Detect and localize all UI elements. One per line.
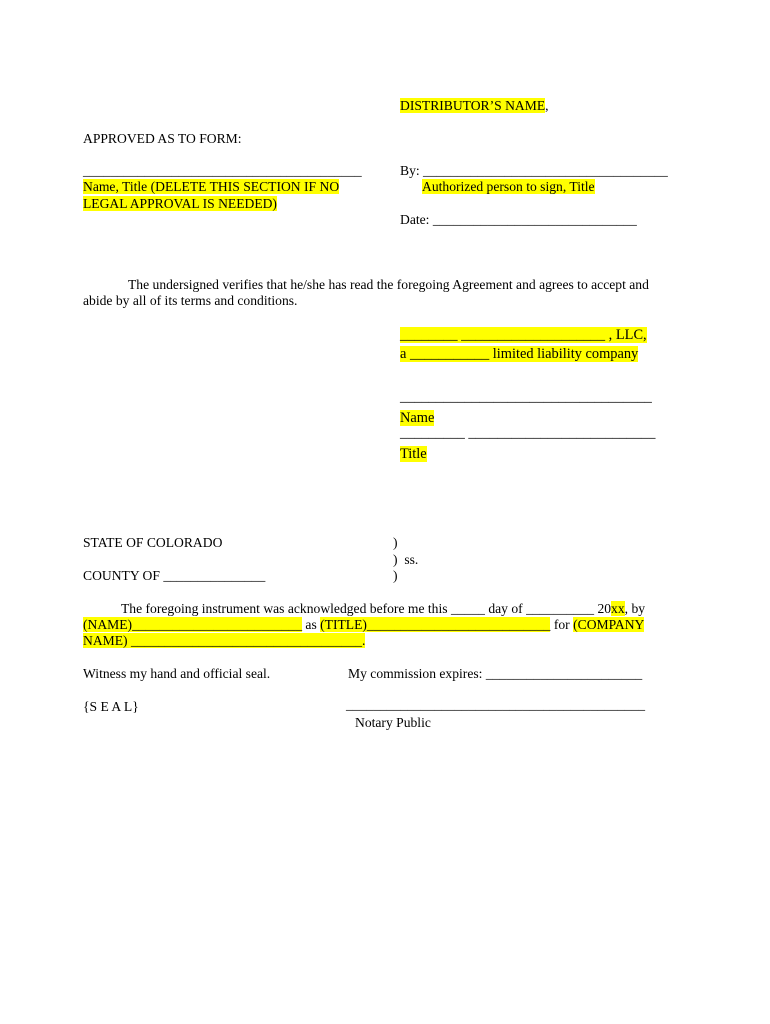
llc-type-highlight	[400, 346, 638, 362]
approval-caption-text-1: Name, Title (DELETE THIS SECTION IF NO	[83, 179, 340, 194]
date-label: Date:	[400, 212, 433, 227]
distributor-by-line	[400, 163, 668, 179]
date-blank: ______________________________	[432, 212, 637, 227]
signer-name-label: Name	[400, 410, 435, 426]
ack-company-field-start: (COMPANY	[573, 617, 645, 632]
verification-paragraph-line-2: abide by all of its terms and conditions.	[83, 293, 298, 308]
ack-month-blank: __________	[526, 601, 595, 616]
acknowledgment-line-1	[121, 601, 645, 617]
distributor-name-line	[400, 98, 549, 114]
ack-by: , by	[624, 601, 646, 616]
distributor-name-placeholder: DISTRIBUTOR’S NAME	[400, 98, 546, 113]
distributor-name-comma: ,	[545, 98, 549, 113]
llc-type-line	[400, 345, 638, 363]
ack-day-of: day of	[484, 601, 527, 616]
authorized-person-caption-line	[422, 179, 595, 195]
signer-title-signature-line: _________ __________________________	[400, 425, 656, 441]
ack-title-field: (TITLE)___________________________	[320, 617, 551, 632]
witness-statement: Witness my hand and official seal.	[83, 666, 271, 681]
verification-paragraph-line-1: The undersigned verifies that he/she has read the foregoing Agreement and agrees to accept and	[128, 277, 649, 292]
approval-caption-line-2	[83, 196, 277, 212]
llc-type-prefix: a	[400, 346, 410, 362]
acknowledgment-line-2	[83, 617, 644, 633]
state-of-colorado: STATE OF COLORADO	[83, 535, 223, 550]
venue-parenthesis-ss: ) ss.	[393, 552, 419, 567]
approval-caption-text-2: LEGAL APPROVAL IS NEEDED)	[83, 196, 277, 211]
ack-year-prefix: 20	[594, 601, 612, 616]
ack-name-field: (NAME)_________________________	[83, 617, 303, 632]
signer-name-signature-line: ___________________________________	[400, 389, 652, 405]
signer-title-label: Title	[400, 446, 427, 462]
ack-company-field-end: NAME) __________________________________.	[83, 633, 366, 648]
llc-name-line	[400, 326, 647, 344]
notary-signature-line: ____________________________________________	[346, 697, 646, 712]
county-line	[83, 568, 265, 584]
commission-blank: _______________________	[485, 666, 643, 681]
llc-state-blank: ___________	[410, 346, 490, 362]
ack-year-placeholder: xx	[611, 601, 625, 616]
ack-day-blank: _____	[450, 601, 485, 616]
ack-intro: The foregoing instrument was acknowledged before me this	[121, 601, 451, 616]
signer-title-label-line	[400, 445, 427, 463]
distributor-date-line	[400, 212, 637, 228]
county-blank: _______________	[163, 568, 266, 583]
llc-name-blank: ________ ____________________	[400, 327, 606, 343]
llc-suffix: , LLC,	[605, 327, 647, 343]
commission-expires-line	[348, 666, 642, 682]
commission-label: My commission expires:	[348, 666, 486, 681]
notary-public-label: Notary Public	[355, 715, 431, 730]
approval-signature-line: _________________________________________	[83, 163, 362, 178]
venue-parenthesis-3: )	[393, 568, 398, 583]
acknowledgment-line-3	[83, 633, 365, 649]
llc-type-suffix: limited liability company	[489, 346, 639, 362]
authorized-person-caption: Authorized person to sign, Title	[422, 179, 595, 194]
seal-placeholder: {S E A L}	[83, 699, 139, 714]
ack-for: for	[550, 617, 574, 632]
llc-name-highlight	[400, 327, 647, 343]
county-label: COUNTY OF	[83, 568, 164, 583]
ack-as: as	[302, 617, 321, 632]
approved-as-to-form-heading: APPROVED AS TO FORM:	[83, 131, 242, 146]
approval-caption-line-1	[83, 179, 339, 195]
venue-parenthesis-1: )	[393, 535, 398, 550]
by-signature-blank: ____________________________________	[423, 163, 668, 178]
by-label: By:	[400, 163, 424, 178]
